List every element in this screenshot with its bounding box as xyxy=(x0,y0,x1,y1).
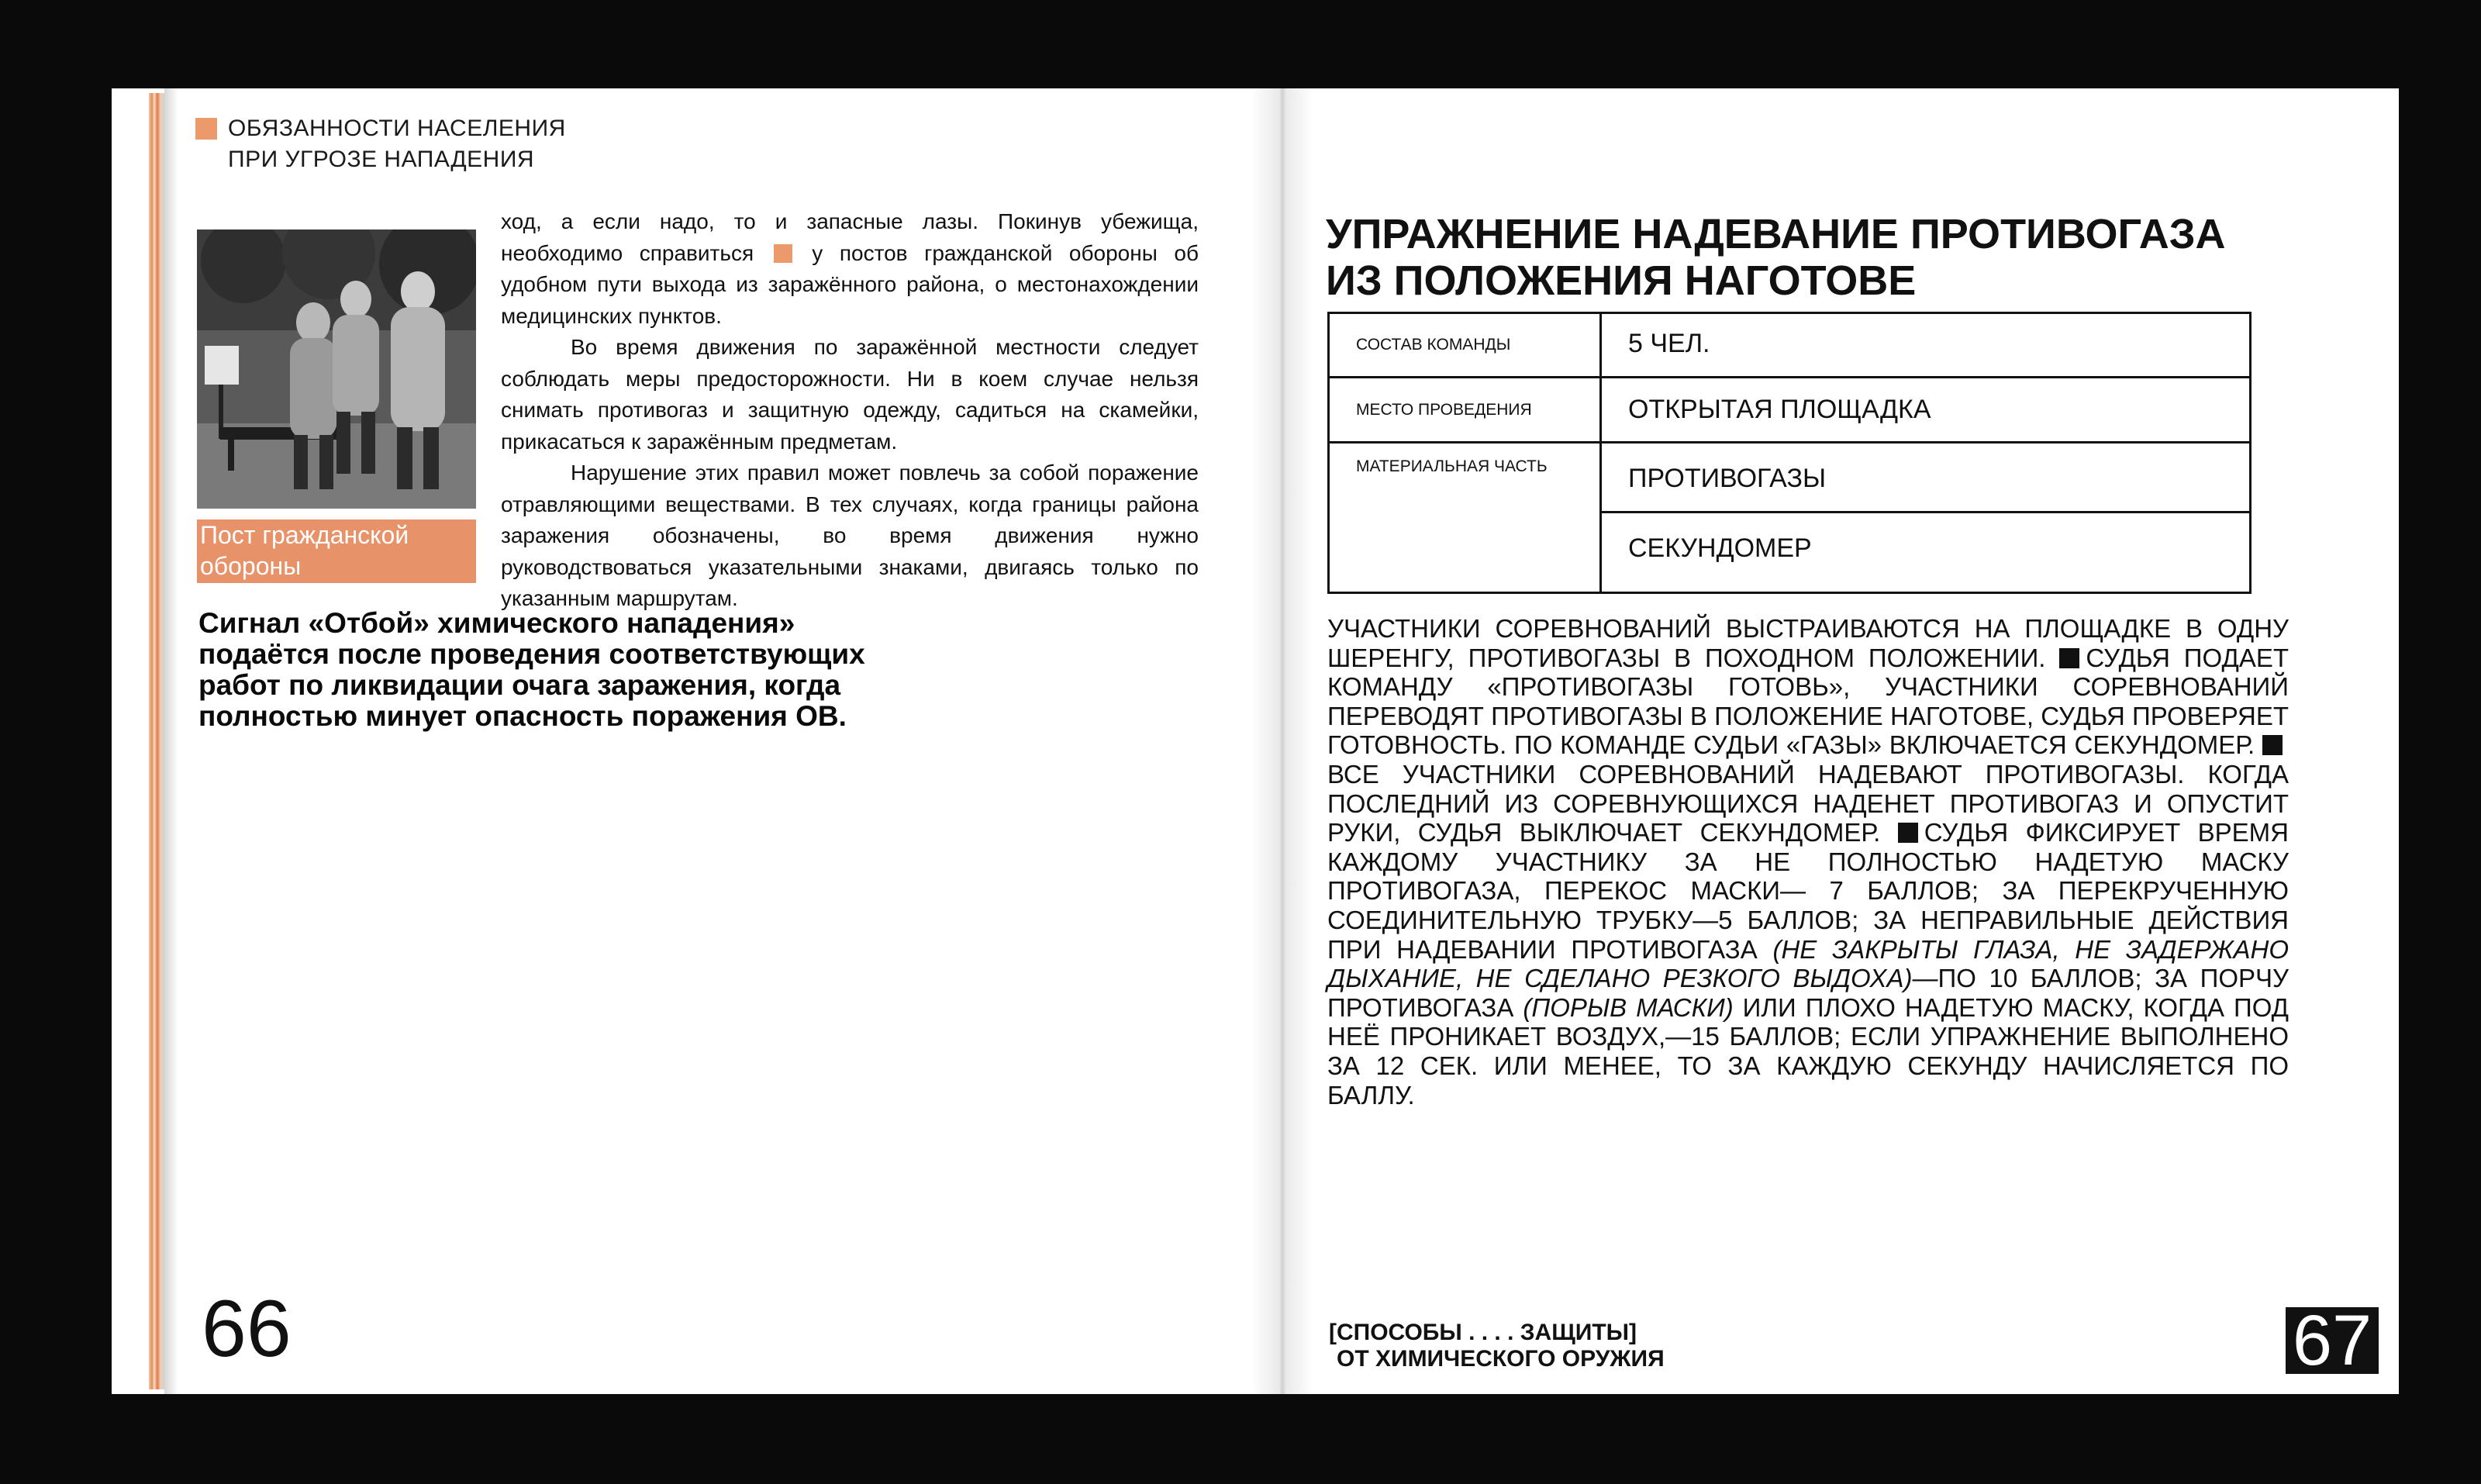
rules-sentence-4-italic: (ПОРЫВ МАСКИ) xyxy=(1523,992,1734,1022)
rules-sentence-4-italic: (НЕ ЗАКРЫТЫ ГЛАЗА, НЕ ЗАДЕРЖАНО ДЫХАНИЕ, НЕ СДЕЛАНО РЕЗКОГО ВЫДОХА) xyxy=(1327,934,2289,993)
table-label-team: СОСТАВ КОМАНДЫ xyxy=(1356,336,1511,354)
paragraph-1-part-b: у постов гражданской обороны об удобном пути выхода из заражённого района, о местонахождении медицинских пунктов. xyxy=(501,240,1199,328)
chapter-footer xyxy=(1329,1320,1665,1372)
bullet-square-icon xyxy=(1898,823,1918,843)
table-label-equipment: МАТЕРИАЛЬНАЯ ЧАСТЬ xyxy=(1356,457,1548,475)
signal-line: подаётся после проведения соответствующих xyxy=(198,638,865,670)
inline-marker-icon xyxy=(774,244,792,263)
caption-line: обороны xyxy=(200,552,302,580)
left-body-text xyxy=(501,206,1199,615)
paragraph-1 xyxy=(501,206,1199,332)
footer-line: [СПОСОБЫ . . . . ЗАЩИТЫ] xyxy=(1329,1320,1637,1345)
signal-line: работ по ликвидации очага заражения, когда xyxy=(198,669,841,701)
paragraph-3: Нарушение этих правил может повлечь за собой поражение отравляющими веществами. В тех случаях, когда границы района заражения обозначены, во время движения нужно руководствоваться указательными знаками, двигаясь только по указанным маршрутам. xyxy=(501,461,1199,610)
table-value-equipment: СЕКУНДОМЕР xyxy=(1628,533,1812,563)
section-title-line: ОБЯЗАННОСТИ НАСЕЛЕНИЯ xyxy=(228,116,566,141)
civil-defense-post-photo xyxy=(197,230,476,509)
book-gutter xyxy=(1251,88,1313,1394)
all-clear-signal-text xyxy=(198,608,974,732)
section-title-line: ПРИ УГРОЗЕ НАПАДЕНИЯ xyxy=(228,147,535,172)
bullet-square-icon xyxy=(2059,648,2079,668)
table-value-equipment: ПРОТИВОГАЗЫ xyxy=(1628,464,1827,493)
paragraph-2: Во время движения по заражённой местности следует соблюдать меры предосторожности. Ни в коем случае нельзя снимать противогаз и защитную одежду, садиться на скамейки, прикасаться к заражённым предметам. xyxy=(501,335,1199,454)
rules-sentence-4-cont: —ПО 10 БАЛЛОВ; ЗА ПОРЧУ ПРОТИВОГАЗА xyxy=(1327,964,2289,1022)
signal-line: полностью минует опасность поражения ОВ. xyxy=(198,700,847,732)
right-page xyxy=(1281,88,2399,1394)
table-value-team: 5 ЧЕЛ. xyxy=(1628,329,1710,358)
exercise-table xyxy=(1327,312,2252,594)
signal-line: Сигнал «Отбой» химического нападения» xyxy=(198,607,795,639)
section-title xyxy=(228,113,693,175)
page-number-left: 66 xyxy=(202,1284,292,1374)
rules-sentence-1: УЧАСТНИКИ СОРЕВНОВАНИЙ ВЫСТРАИВАЮТСЯ НА ПЛОЩАДКЕ В ОДНУ ШЕРЕНГУ, ПРОТИВОГАЗЫ В ПОХОДНОМ ПОЛОЖЕНИИ. xyxy=(1327,614,2289,672)
exercise-title-line: УПРАЖНЕНИЕ НАДЕВАНИЕ ПРОТИВОГАЗА xyxy=(1326,211,2226,257)
rules-sentence-2: СУДЬЯ ПОДАЕТ КОМАНДУ «ПРОТИВОГАЗЫ ГОТОВЬ», УЧАСТНИКИ СОРЕВНОВАНИЙ ПЕРЕВОДЯТ ПРОТИВОГАЗЫ В ПОЛОЖЕНИЕ НАГОТОВЕ, СУДЬЯ ПРОВЕРЯЕТ ГОТОВНОСТЬ. ПО КОМАНДЕ СУДЬИ «ГАЗЫ» ВКЛЮЧАЕТСЯ СЕКУНДОМЕР. xyxy=(1327,643,2289,760)
page-edges xyxy=(149,93,164,1389)
photo-illustration xyxy=(197,230,476,509)
book-spread xyxy=(112,88,2399,1394)
exercise-description xyxy=(1327,614,2289,1110)
caption-line: Пост гражданской xyxy=(200,521,409,549)
binding-shadow xyxy=(164,88,178,1394)
rules-sentence-3: ВСЕ УЧАСТНИКИ СОРЕВНОВАНИЙ НАДЕВАЮТ ПРОТИВОГАЗЫ. КОГДА ПОСЛЕДНИЙ ИЗ СОРЕВНУЮЩИХСЯ НАДЕНЕТ ПРОТИВОГАЗ И ОПУСТИТ РУКИ, СУДЬЯ ВЫКЛЮЧАЕТ СЕКУНДОМЕР. xyxy=(1327,759,2289,847)
left-page xyxy=(112,88,1281,1394)
table-value-place: ОТКРЫТАЯ ПЛОЩАДКА xyxy=(1628,395,1931,424)
footer-line: ОТ ХИМИЧЕСКОГО ОРУЖИЯ xyxy=(1337,1346,1665,1372)
bullet-square-icon xyxy=(2262,735,2283,755)
table-label-place: МЕСТО ПРОВЕДЕНИЯ xyxy=(1356,401,1532,419)
exercise-title xyxy=(1326,211,2256,304)
paragraph-1-part-a: ход, а если надо, то и запасные лазы. Покинув убежища, необходимо справиться xyxy=(501,209,1199,265)
rules-sentence-4: СУДЬЯ ФИКСИРУЕТ ВРЕМЯ КАЖДОМУ УЧАСТНИКУ ЗА НЕ ПОЛНОСТЬЮ НАДЕТУЮ МАСКУ ПРОТИВОГАЗА, ПЕРЕКОС МАСКИ— 7 БАЛЛОВ; ЗА ПЕРЕКРУЧЕННУЮ СОЕДИНИТЕЛЬНУЮ ТРУБКУ—5 БАЛЛОВ; ЗА НЕПРАВИЛЬНЫЕ ДЕЙСТВИЯ ПРИ НАДЕВАНИИ ПРОТИВОГАЗА xyxy=(1327,818,2289,964)
photo-caption xyxy=(197,519,476,583)
section-marker-icon xyxy=(195,118,217,140)
rules-sentence-4-end: ИЛИ ПЛОХО НАДЕТУЮ МАСКУ, КОГДА ПОД НЕЁ ПРОНИКАЕТ ВОЗДУХ,—15 БАЛЛОВ; ЕСЛИ УПРАЖНЕНИЕ ВЫПОЛНЕНО ЗА 12 СЕК. ИЛИ МЕНЕЕ, ТО ЗА КАЖДУЮ СЕКУНДУ НАЧИСЛЯЕТСЯ ПО БАЛЛУ. xyxy=(1327,992,2289,1110)
exercise-title-line: ИЗ ПОЛОЖЕНИЯ НАГОТОВЕ xyxy=(1326,257,1917,304)
page-number-right: 67 xyxy=(2286,1307,2379,1374)
